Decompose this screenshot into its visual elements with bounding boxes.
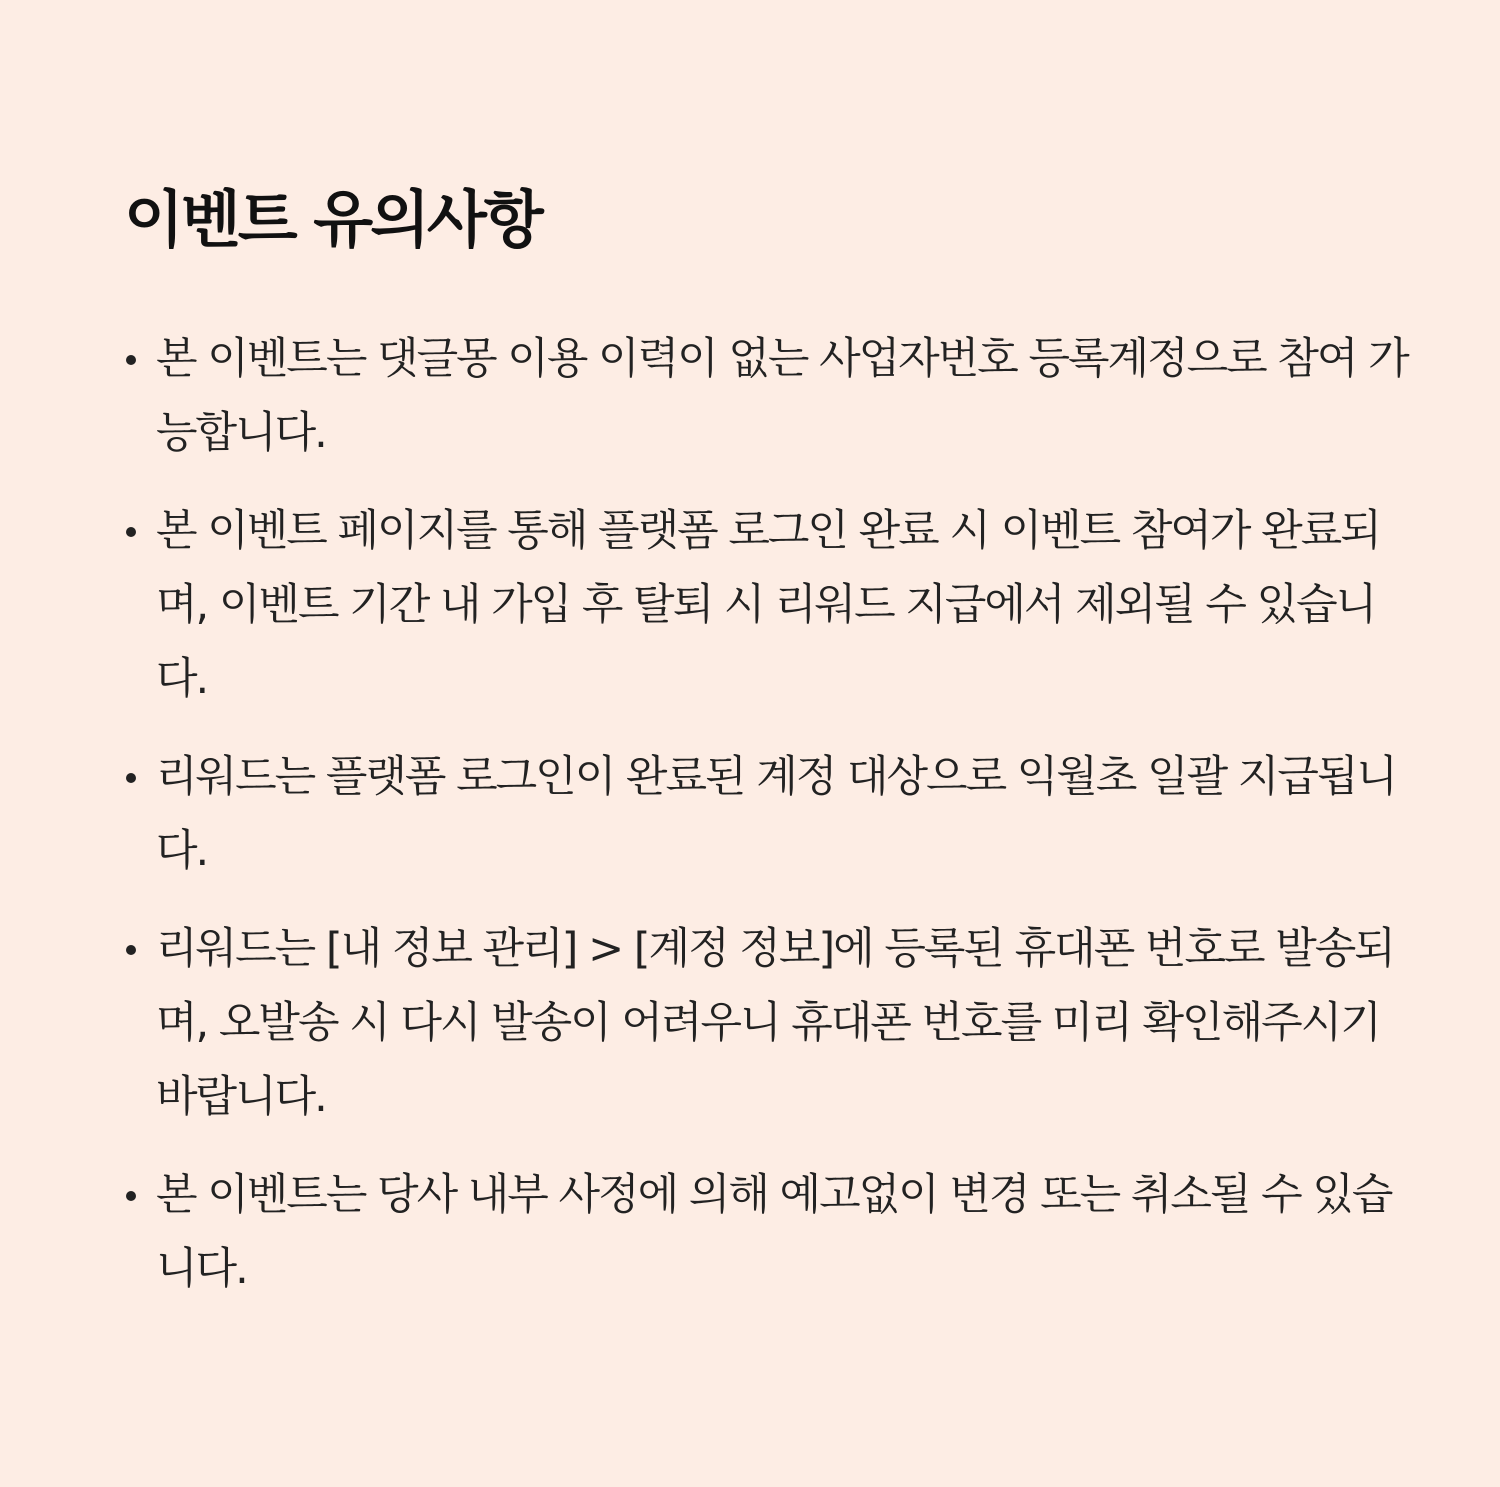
bullet-icon [126,527,136,537]
bullet-icon [126,773,136,783]
notice-item-text: 리워드는 플랫폼 로그인이 완료된 계정 대상으로 익월초 일괄 지급됩니다. [156,752,1396,876]
notice-title: 이벤트 유의사항 [124,183,541,256]
notice-item [124,1158,1416,1306]
bullet-icon [126,945,136,955]
notice-list [124,322,1408,1306]
notice-item [124,494,1416,716]
bullet-icon [126,1191,136,1201]
notice-item-text: 리워드는 [내 정보 관리] > [계정 정보]에 등록된 휴대폰 번호로 발송되며, 오발송 시 다시 발송이 어려우니 휴대폰 번호를 미리 확인해주시기 바랍니다. [156,924,1394,1122]
bullet-icon [126,355,136,365]
notice-item [124,322,1416,470]
notice-item [124,740,1416,888]
notice-item-text: 본 이벤트는 당사 내부 사정에 의해 예고없이 변경 또는 취소될 수 있습니다. [156,1170,1392,1294]
notice-item-text: 본 이벤트는 댓글몽 이용 이력이 없는 사업자번호 등록계정으로 참여 가능합니다. [156,334,1408,458]
notice-item-text: 본 이벤트 페이지를 통해 플랫폼 로그인 완료 시 이벤트 참여가 완료되며, 이벤트 기간 내 가입 후 탈퇴 시 리워드 지급에서 제외될 수 있습니다. [156,506,1380,704]
notice-item [124,912,1416,1134]
